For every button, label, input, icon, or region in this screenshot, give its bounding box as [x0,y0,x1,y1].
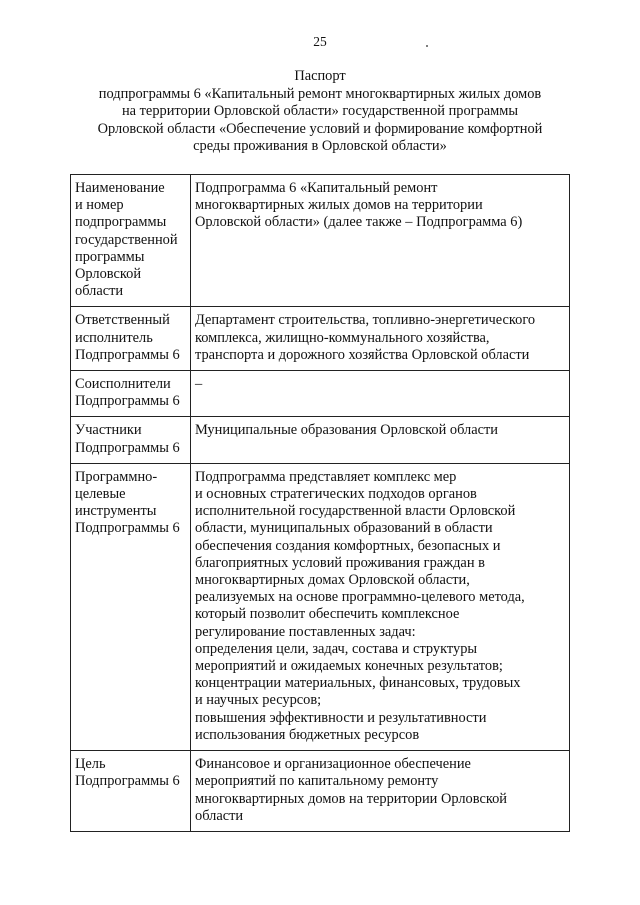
value-line: многоквартирных домов на территории Орловской [195,790,507,807]
table-row [71,417,570,463]
row-label-cell [71,417,191,463]
value-line: повышения эффективности и результативности [195,709,487,726]
heading-line: среды проживания в Орловской области» [193,138,447,155]
row-value-cell [191,307,570,371]
scan-speck [426,45,428,47]
row-value-cell [191,371,570,417]
value-line: Подпрограмма 6 «Капитальный ремонт [195,180,438,196]
value-line: Муниципальные образования Орловской области [195,422,498,439]
label-line: инструменты [75,503,157,520]
value-line: области [195,807,244,824]
row-value-cell [191,751,570,832]
row-value-cell [191,175,570,307]
label-line: Орловской [75,266,142,283]
row-label-cell [71,463,191,750]
value-line: мероприятий и ожидаемых конечных результатов; [195,658,503,675]
value-line: и научных ресурсов; [195,692,322,709]
table-row [71,751,570,832]
value-line: области, муниципальных образований в области [195,520,493,537]
value-line: регулирование поставленных задач: [195,623,416,640]
row-value-cell [191,417,570,463]
row-label-cell [71,371,191,417]
table-row [71,371,570,417]
document-heading [60,68,580,156]
label-line: государственной [75,231,178,248]
value-line: – [195,376,203,393]
value-line: обеспечения создания комфортных, безопасных и [195,537,501,554]
label-line: исполнитель [75,329,153,346]
passport-table [70,174,570,832]
value-line: реализуемых на основе программно-целевого метода, [195,589,525,606]
passport-table-body [71,175,570,832]
label-line: Участники [75,422,142,439]
value-line: использования бюджетных ресурсов [195,726,420,743]
heading-line: подпрограммы 6 «Капитальный ремонт многоквартирных жилых домов [98,85,542,102]
label-line: Ответственный [75,312,170,329]
value-line: мероприятий по капитальному ремонту [195,773,439,790]
value-line: многоквартирных жилых домов на территории [195,197,483,214]
value-line: Подпрограмма представляет комплекс мер [195,468,457,485]
table-row [71,307,570,371]
value-line: концентрации материальных, финансовых, трудовых [195,675,521,692]
value-line: Финансовое и организационное обеспечение [195,756,471,773]
table-row [71,463,570,750]
label-line: Цель [75,756,106,773]
value-line: определения цели, задач, состава и структуры [195,640,478,657]
heading-line: на территории Орловской области» государственной программы [121,103,519,120]
label-line: области [75,283,124,300]
label-line: Подпрограммы 6 [75,393,180,410]
label-line: Наименование [75,180,165,196]
label-line: целевые [75,486,126,503]
value-line: комплекса, жилищно-коммунального хозяйства, [195,329,490,346]
label-line: подпрограммы [75,214,167,231]
value-line: транспорта и дорожного хозяйства Орловской области [195,346,530,363]
table-row [71,175,570,307]
value-line: и основных стратегических подходов органов [195,486,477,503]
value-line: исполнительной государственной власти Орловской [195,503,516,520]
row-label-cell [71,751,191,832]
label-line: Соисполнители [75,376,171,393]
row-value-cell [191,463,570,750]
value-line: Орловской области» (далее также – Подпрограмма 6) [195,214,523,231]
row-label-cell [71,175,191,307]
page-number: 25 [313,34,327,49]
label-line: и номер [75,197,124,214]
label-line: Подпрограммы 6 [75,346,180,363]
heading-line: Паспорт [294,68,346,84]
value-line: благоприятных условий проживания граждан в [195,554,485,571]
label-line: Подпрограммы 6 [75,439,180,456]
value-line: который позволит обеспечить комплексное [195,606,460,623]
heading-line: Орловской области «Обеспечение условий и формирование комфортной [97,120,543,137]
label-line: программы [75,248,145,265]
value-line: многоквартирных домах Орловской области, [195,572,470,589]
label-line: Подпрограммы 6 [75,773,180,790]
value-line: Департамент строительства, топливно-энергетического [195,312,536,329]
label-line: Программно- [75,468,158,485]
label-line: Подпрограммы 6 [75,520,180,537]
row-label-cell [71,307,191,371]
